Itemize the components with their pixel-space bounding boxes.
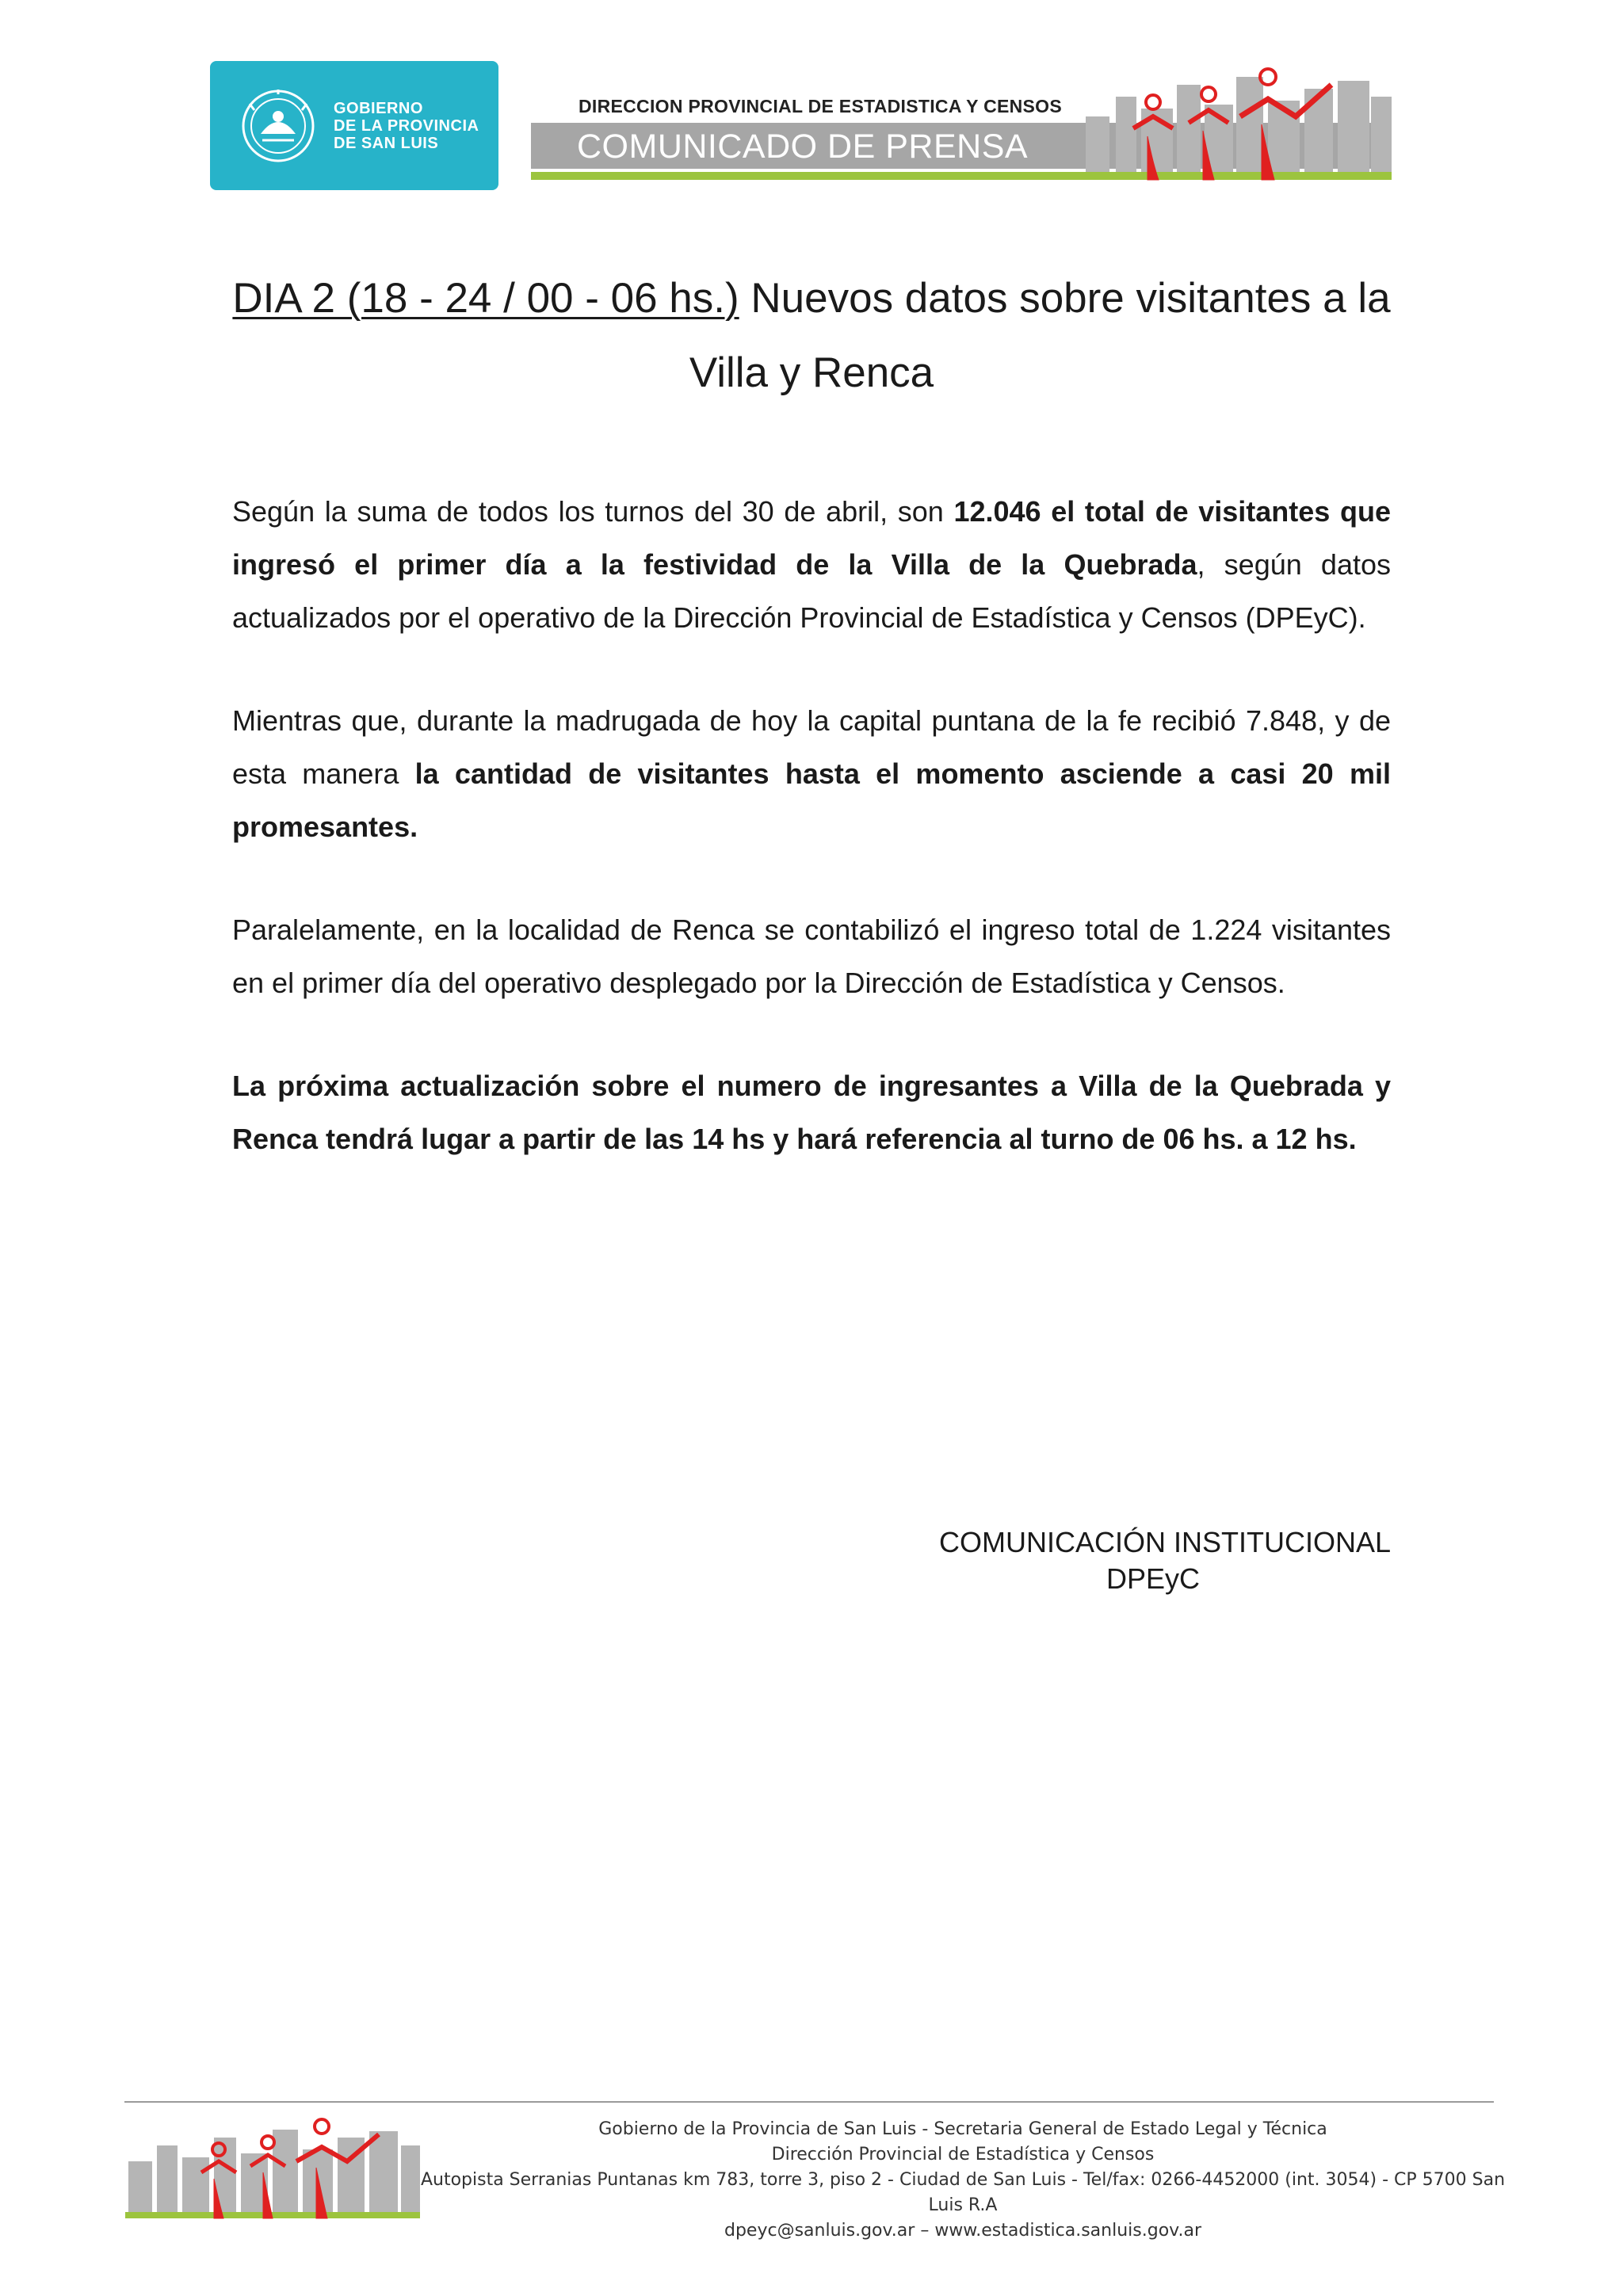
signature-line-2: DPEyC [1106,1562,1201,1595]
government-logo [210,61,498,190]
paragraph-4 [232,1059,1391,1165]
signature-block [792,1524,1391,1597]
p2-text-a: Mientras que, durante la madrugada de hoy la capital puntana de la fe recibió 7.848, y de esta manera [232,704,1391,790]
gov-logo-line-1: GOBIERNO [334,99,423,117]
signature-line-1: COMUNICACIÓN INSTITUCIONAL [938,1526,1391,1558]
footer-divider [124,2101,1494,2103]
press-release-body [232,485,1391,1215]
p1-text-a: Según la suma de todos los turnos del 30 de abril, son [232,495,954,528]
p1-text-c: , según datos actualizados por el operativo de la Dirección Provincial de Estadística y Censos (DPEyC). [232,548,1391,634]
gov-logo-line-3: DE SAN LUIS [334,134,439,152]
footer-skyline-logo [125,2114,420,2226]
skyline-figures-logo [1078,61,1392,192]
p2-bold-total: la cantidad de visitantes hasta el momento asciende a casi 20 mil promesantes. [232,757,1391,843]
province-seal-icon [239,86,318,166]
paragraph-1 [232,485,1391,644]
press-release-banner [531,61,1392,192]
footer-line-2: Dirección Provincial de Estadística y Censos [771,2145,1155,2164]
document-type: COMUNICADO DE PRENSA [577,128,1029,166]
p4-bold-next-update: La próxima actualización sobre el numero de ingresantes a Villa de la Quebrada y Renca tendrá lugar a partir de las 14 hs y hará referencia al turno de 06 hs. a 12 hs. [232,1070,1391,1155]
department-name: DIRECCION PROVINCIAL DE ESTADISTICA Y CENSOS [579,96,1063,116]
title-day-label: DIA 2 (18 - 24 / 00 - 06 hs.) [232,275,739,322]
p1-bold-total: 12.046 el total de visitantes que ingresó el primer día a la festividad de la Villa de la Quebrada [232,495,1391,581]
gov-logo-line-2: DE LA PROVINCIA [334,116,479,135]
footer-line-1: Gobierno de la Provincia de San Luis - Secretaria General de Estado Legal y Técnica [598,2119,1327,2139]
government-logo-text [334,100,479,152]
title-text: Nuevos datos sobre visitantes a la Villa y Renca [689,275,1391,396]
paragraph-3: Paralelamente, en la localidad de Renca se contabilizó el ingreso total de 1.224 visitantes en el primer día del operativo desplegado por la Dirección de Estadística y Censos. [232,913,1391,999]
page-title [232,261,1391,410]
paragraph-2 [232,694,1391,853]
footer-line-4: dpeyc@sanluis.gov.ar – www.estadistica.sanluis.gov.ar [724,2221,1201,2241]
footer-contact-info [420,2117,1506,2244]
footer-line-3: Autopista Serranias Puntanas km 783, torre 3, piso 2 - Ciudad de San Luis - Tel/fax: 0266-4452000 (int. 3054) - CP 5700 San Luis R.A [420,2170,1506,2215]
